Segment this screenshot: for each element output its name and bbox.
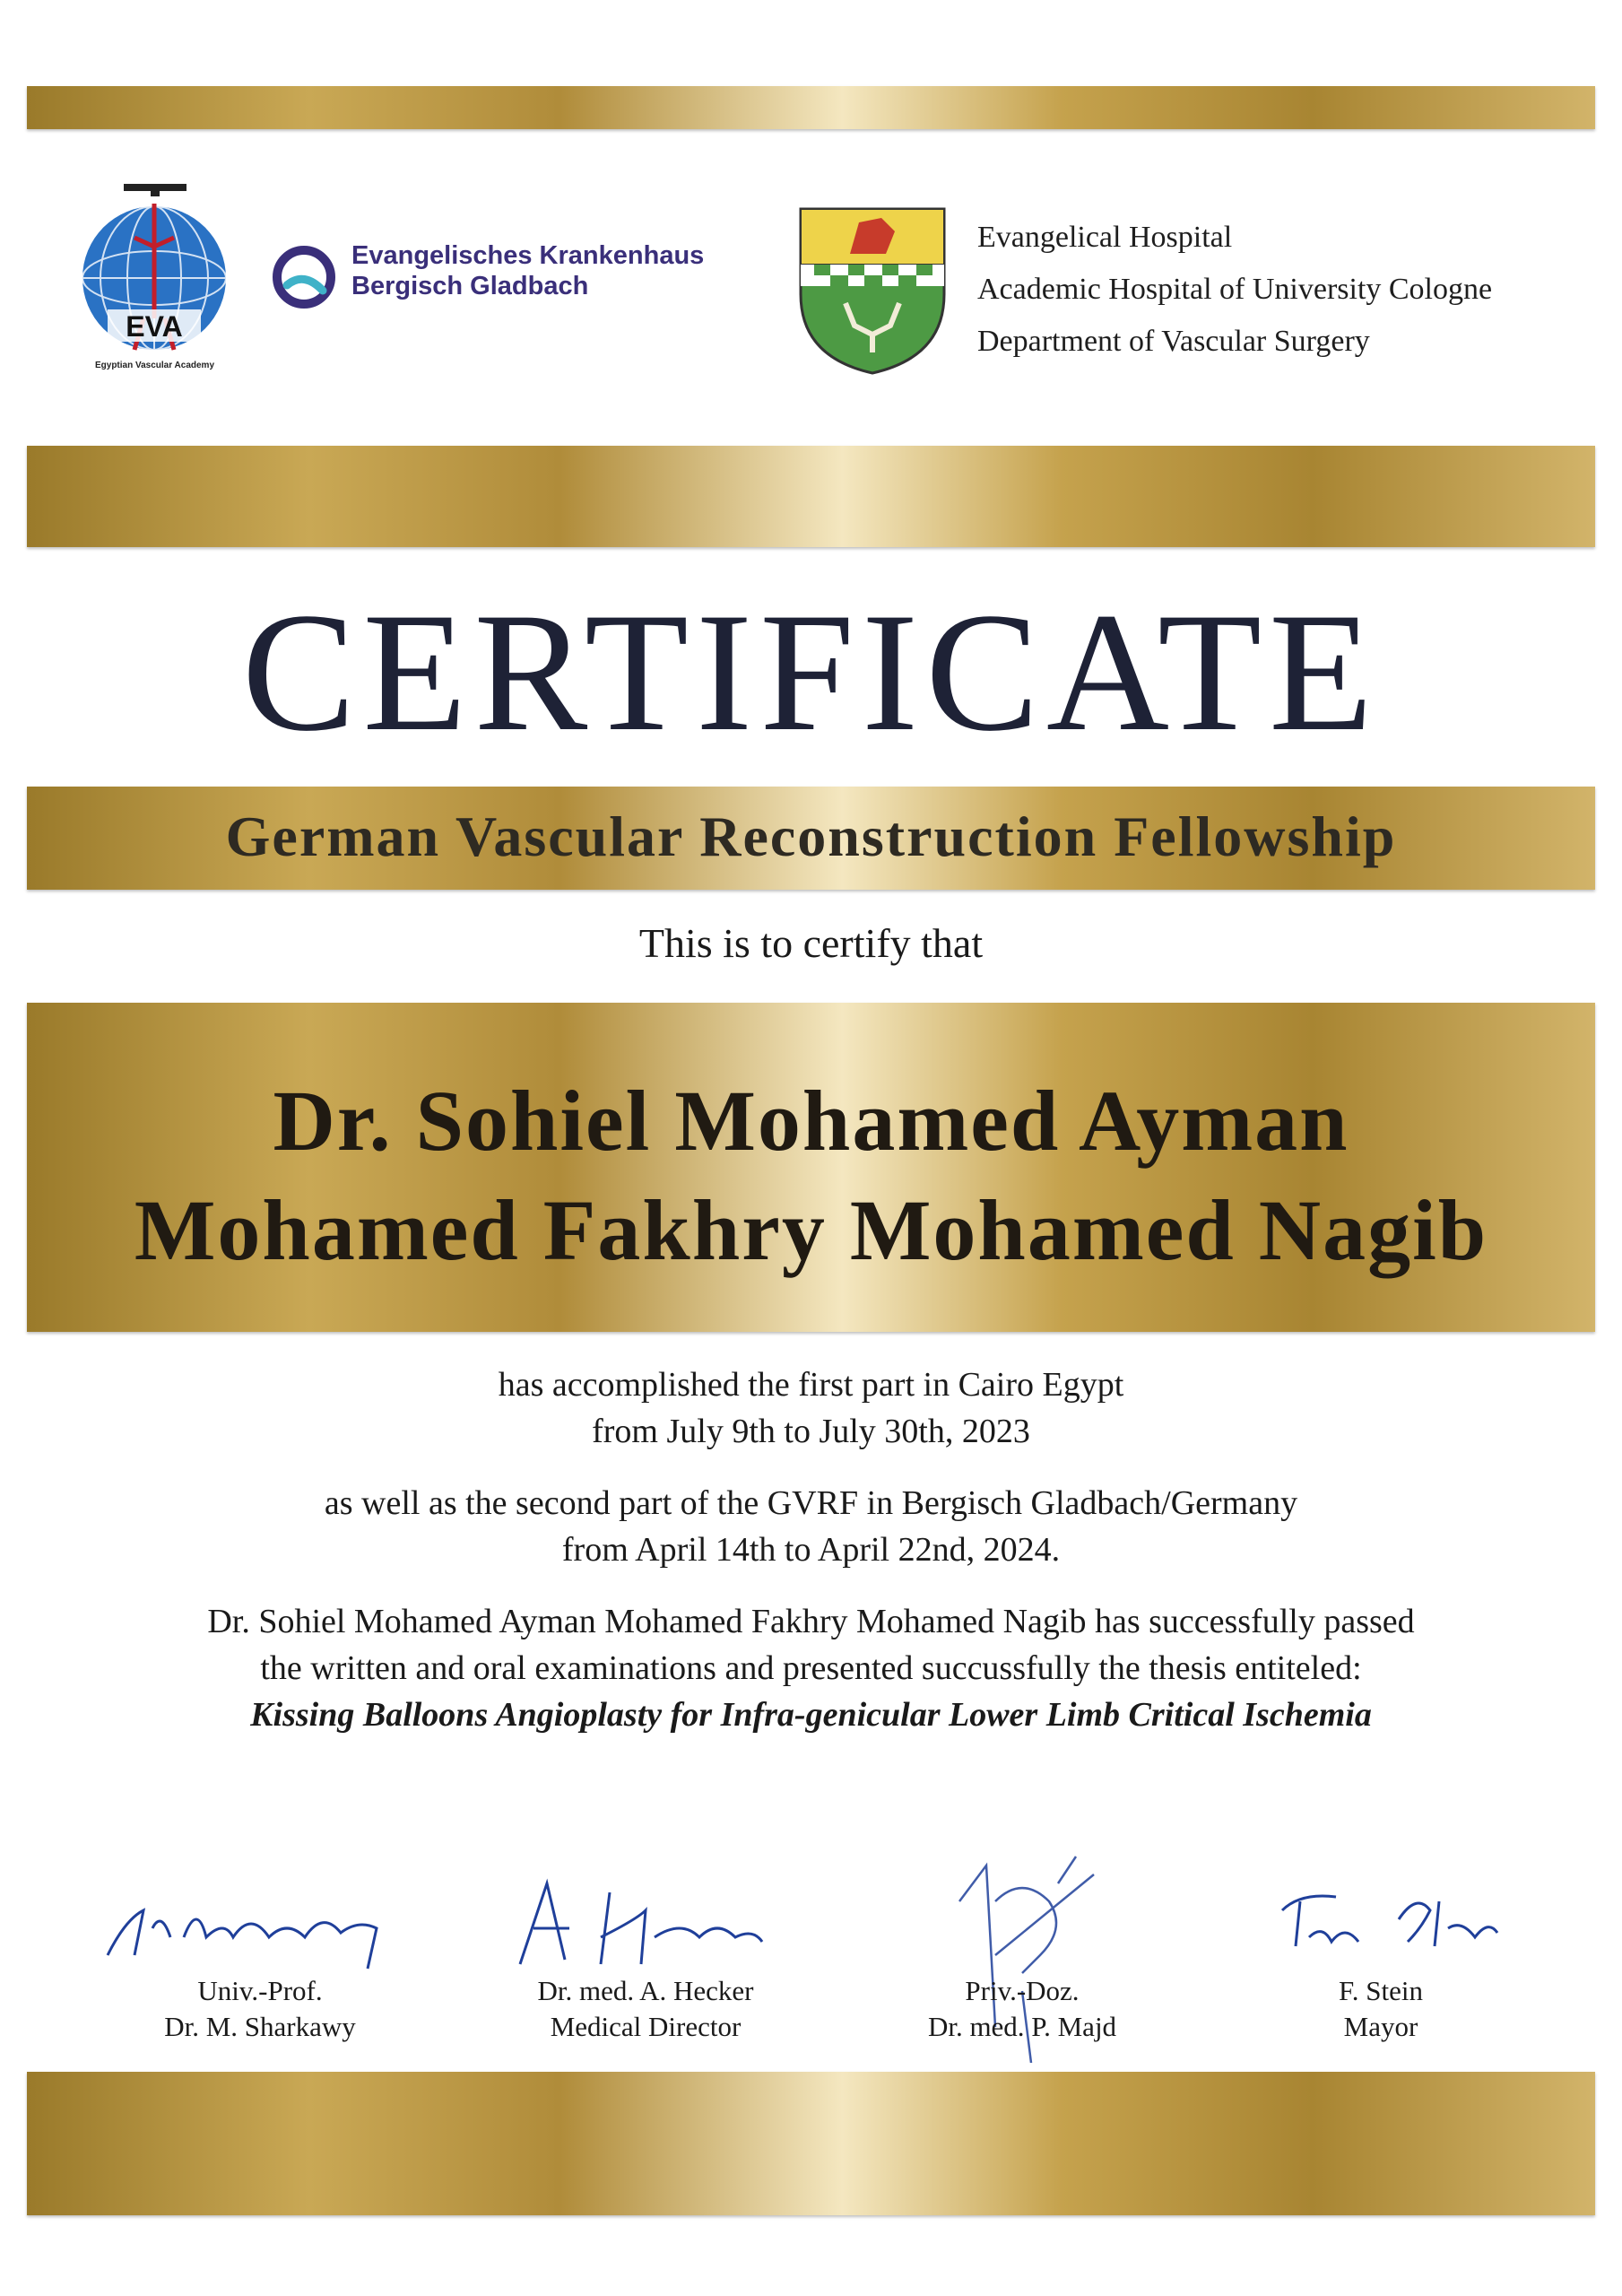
signature-sharkawy <box>99 1883 421 1973</box>
paragraph-second-part <box>0 1480 1622 1573</box>
bergisch-gladbach-crest <box>796 204 949 375</box>
p3-line-2: the written and oral examinations and presented succussfully the thesis entiteled: <box>260 1649 1362 1687</box>
signatory-majd <box>861 1973 1184 2045</box>
p3-line-1: Dr. Sohiel Mohamed Ayman Mohamed Fakhry Mohamed Nagib has successfully passed <box>207 1603 1415 1640</box>
sig2-line-1: Dr. med. A. Hecker <box>537 1975 754 2006</box>
hospital-line-2: Academic Hospital of University Cologne <box>977 273 1493 306</box>
ekb-line-1: Evangelisches Krankenhaus <box>351 241 705 270</box>
sig3-line-2: Dr. med. P. Majd <box>927 2011 1117 2042</box>
hospital-info <box>977 212 1492 368</box>
p1-line-1: has accomplished the first part in Cairo Egypt <box>498 1366 1124 1404</box>
hospital-line-1: Evangelical Hospital <box>977 221 1233 254</box>
ekb-logo-icon <box>267 240 341 314</box>
recipient-name-line-1: Dr. Sohiel Mohamed Ayman <box>273 1073 1349 1169</box>
sig3-line-1: Priv.-Doz. <box>965 1975 1080 2006</box>
recipient-name-line-2: Mohamed Fakhry Mohamed Nagib <box>134 1182 1488 1278</box>
eva-caption: Egyptian Vascular Academy <box>94 361 215 370</box>
paragraph-examination <box>0 1598 1622 1738</box>
p1-line-2: from July 9th to July 30th, 2023 <box>592 1413 1030 1450</box>
thesis-title: Kissing Balloons Angioplasty for Infra-genicular Lower Limb Critical Ischemia <box>250 1696 1372 1734</box>
p2-line-1: as well as the second part of the GVRF in Bergisch Gladbach/Germany <box>324 1484 1298 1522</box>
gold-band-top <box>27 86 1595 129</box>
sig1-line-2: Dr. M. Sharkawy <box>164 2011 356 2042</box>
signatory-sharkawy <box>99 1973 421 2045</box>
sig2-line-2: Medical Director <box>550 2011 742 2042</box>
egyptian-vascular-academy-logo <box>72 184 238 372</box>
paragraph-first-part <box>0 1361 1622 1455</box>
gold-band-header <box>27 446 1595 547</box>
fellowship-title: German Vascular Reconstruction Fellowship <box>225 804 1397 868</box>
eva-mark-text: EVA <box>126 310 183 343</box>
sig1-line-1: Univ.-Prof. <box>197 1975 323 2006</box>
ekb-line-2: Bergisch Gladbach <box>351 272 589 300</box>
signatory-hecker <box>484 1973 807 2045</box>
certificate-title: CERTIFICATE <box>241 578 1381 767</box>
hospital-line-3: Department of Vascular Surgery <box>977 325 1370 358</box>
signatory-stein <box>1219 1973 1542 2045</box>
ekb-logo-text <box>351 240 704 301</box>
gold-band-bottom <box>27 2072 1595 2215</box>
certify-line: This is to certify that <box>638 920 984 966</box>
sig4-line-1: F. Stein <box>1339 1975 1423 2006</box>
sig4-line-2: Mayor <box>1343 2011 1418 2042</box>
p2-line-2: from April 14th to April 22nd, 2024. <box>561 1531 1061 1569</box>
signature-hecker <box>484 1866 807 1973</box>
signature-stein <box>1219 1874 1542 1973</box>
